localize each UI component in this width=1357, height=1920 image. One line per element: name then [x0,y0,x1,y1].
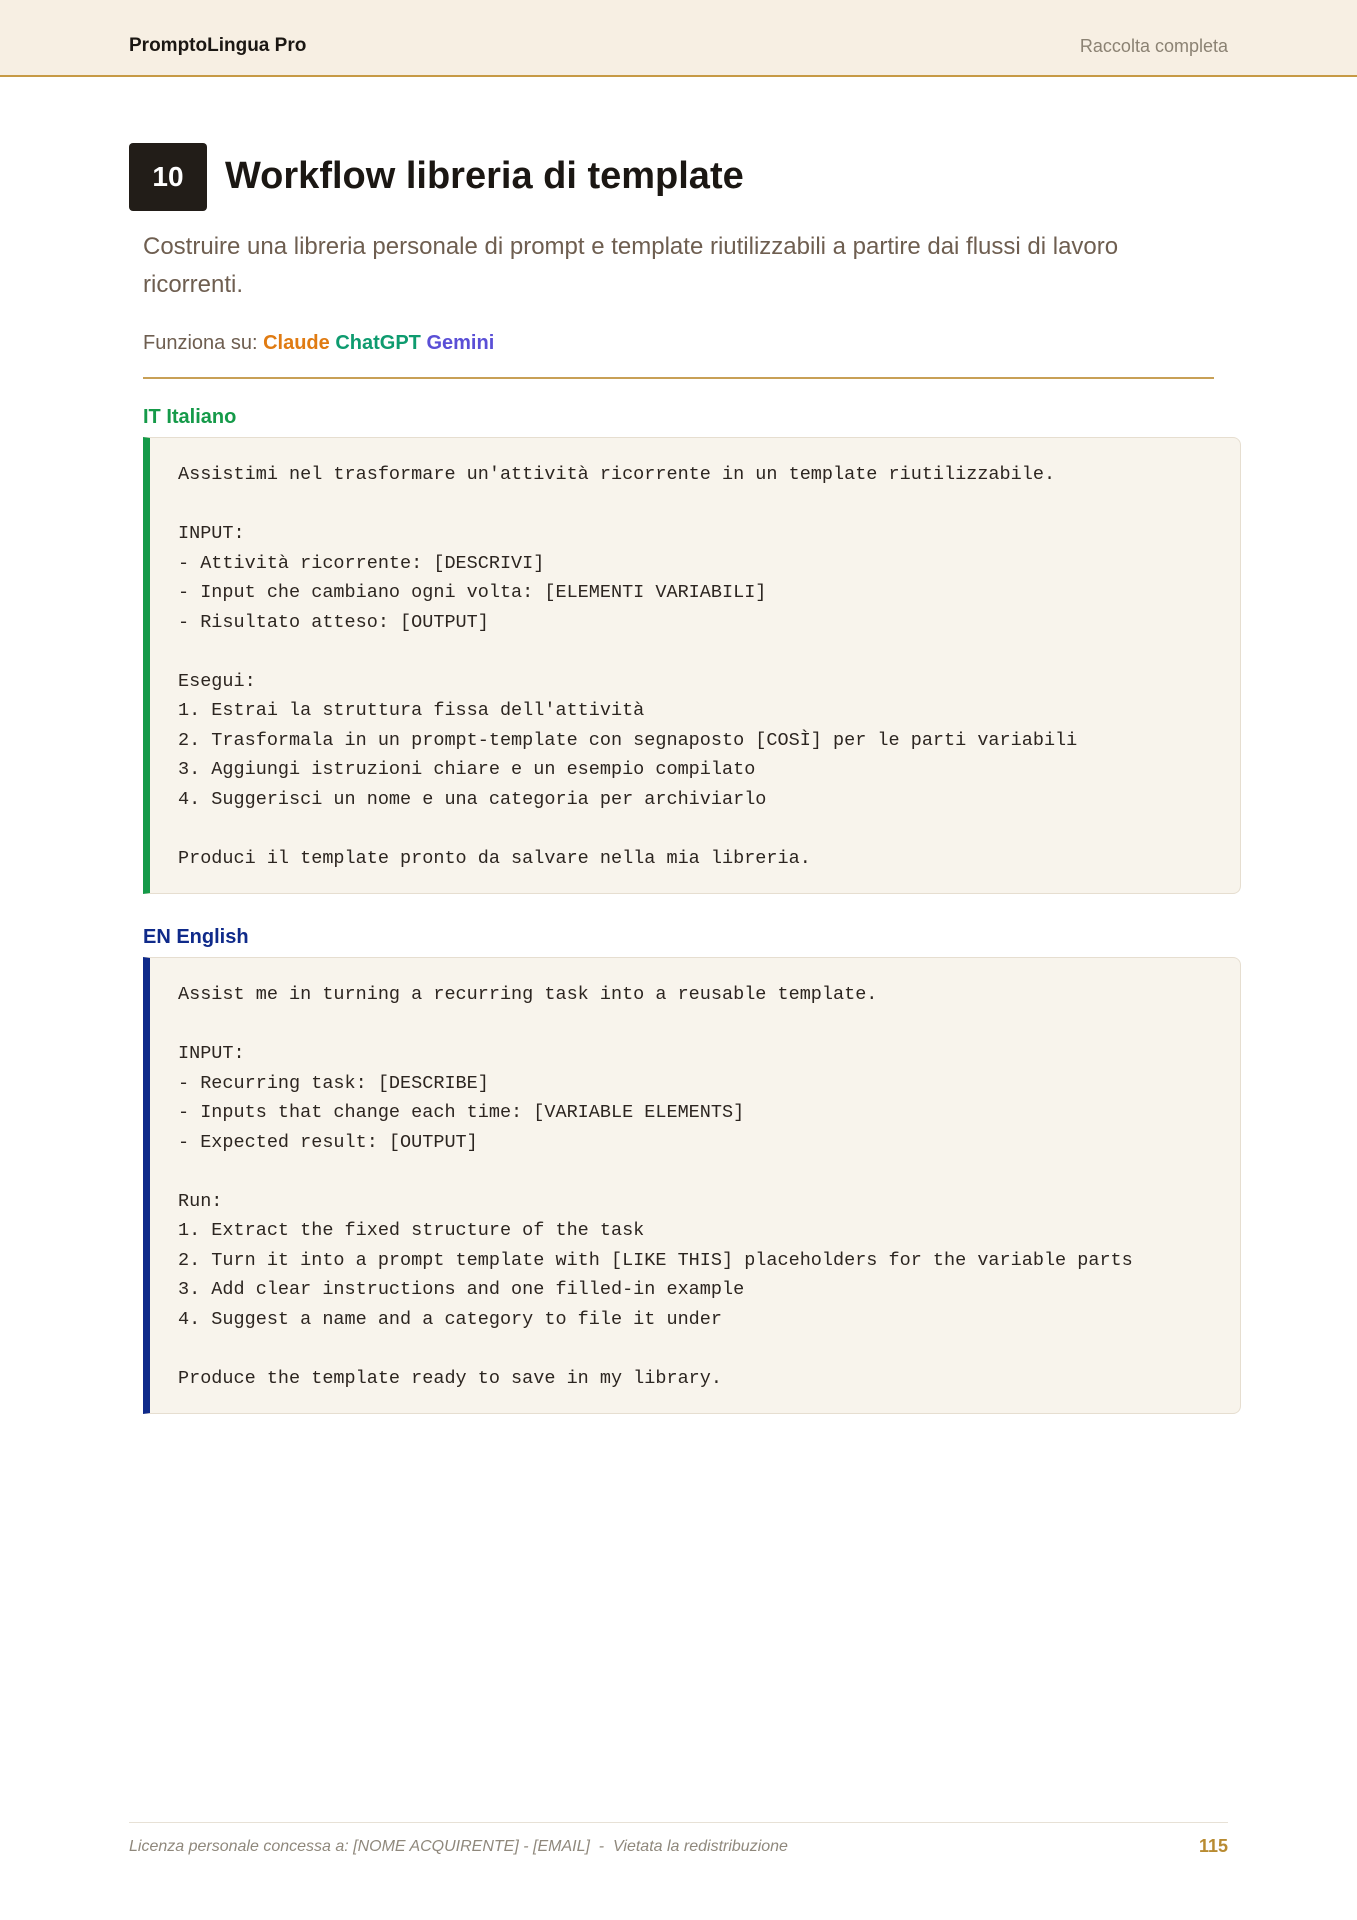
works-on-label: Funziona su: [143,332,258,354]
italian-prompt-text: Assistimi nel trasformare un'attività ricorrente in un template riutilizzabile. INPUT: - Attività ricorrente: [DESCRIVI] - Input che cambiano ogni volta: [ELEMENTI VARIABILI] - Risultato atteso: [OUTPUT] Esegui: 1. Estrai la struttura fissa dell'attività 2. Trasformala in un prompt-template con segnaposto [COSÌ] per le parti variabili 3. Aggiungi istruzioni chiare e un esempio compilato 4. Suggerisci un nome e una categoria per archiviarlo Produci il template pronto da salvare nella mia libreria. [178,464,1078,869]
chapter-number-badge: 10 [129,143,207,211]
page-number: 115 [1198,1836,1228,1856]
license-notice: Licenza personale concessa a: [NOME ACQUIRENTE] - [EMAIL] - Vietata la redistribuzione [129,1838,788,1855]
chapter-subtitle: Costruire una libreria personale di prompt e template riutilizzabili a partire dai flussi di lavoro ricorrenti. [143,233,1119,298]
page-header [0,0,1357,77]
english-prompt-text: Assist me in turning a recurring task into a reusable template. INPUT: - Recurring task: [DESCRIBE] - Inputs that change each time: [VARIABLE ELEMENTS] - Expected result: [OUTPUT] Run: 1. Extract the fixed structure of the task 2. Turn it into a prompt template with [LIKE THIS] placeholders for the variable parts 3. Add clear instructions and one filled-in example 4. Suggest a name and a category to file it under Produce the template ready to save in my library. [178,984,1133,1389]
collection-label: Raccolta completa [1079,36,1228,56]
brand-name: PromptoLingua Pro [129,35,307,56]
italian-label: IT Italiano [143,406,237,428]
model-claude: Claude [263,332,330,354]
page-footer [129,1822,1228,1863]
section-divider [143,377,1214,379]
model-chatgpt: ChatGPT [335,332,421,354]
chapter-title: Workflow libreria di template [225,155,744,197]
english-prompt-box[interactable] [143,957,1241,1414]
italian-prompt-box[interactable] [143,437,1241,894]
works-on-line [143,332,494,355]
english-label: EN English [143,926,249,948]
model-gemini: Gemini [426,332,495,354]
